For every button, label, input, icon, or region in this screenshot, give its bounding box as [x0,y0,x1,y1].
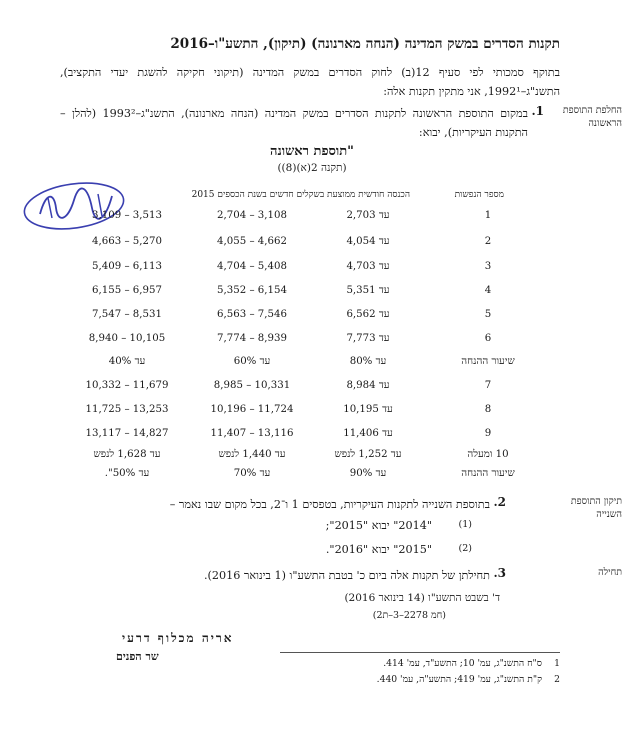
table-cell-bracket-3: 13,253 – 11,725 [85,404,169,415]
section-2-item-1-text: "2014" יבוא "2015"; [325,519,432,532]
table-cell-bracket-3: עד 40% [108,356,146,367]
table-cell-bracket-2: 6,154 – 5,352 [217,285,287,296]
table-cell-persons: שיעור ההנחה [461,468,515,479]
section-3-number: 3. [493,566,506,580]
table-cell-bracket-1: עד 1,252 לנפש [334,449,402,460]
file-reference: (חמ 2278–3–ת2) [372,610,446,621]
table-cell-bracket-2: 8,939 – 7,774 [217,333,287,344]
section-2-item-1-label: (1) [458,519,472,530]
section-2-text: בתוספת השנייה לתקנות העיקריות, בטפסים 1 ו־2, בכל מקום שבו נאמר – [169,498,490,511]
table-cell-bracket-2: 7,546 – 6,563 [217,309,287,320]
signatory-name: אריה מכלוף דרעי [122,631,234,645]
table-cell-bracket-2: 4,662 – 4,055 [217,236,287,247]
table-cell-persons: 2 [484,236,492,247]
schedule-title: "תוספת ראשונה [270,144,354,159]
signatory-role: שר הפנים [116,650,159,663]
table-cell-persons: 7 [484,380,492,391]
margin-note-section-2: תיקון התוספת השנייה [570,496,622,520]
table-cell-persons: 10 ומעלה [467,449,509,460]
table-cell-persons: שיעור ההנחה [461,356,515,367]
table-cell-persons: 9 [484,428,492,439]
table-cell-bracket-3: 10,105 – 8,940 [88,333,166,344]
footnote-2-mark: 2 [554,674,560,685]
section-1-number: 1. [531,104,544,118]
footnote-1-mark: 1 [554,658,560,669]
table-cell-bracket-2: 3,108 – 2,704 [217,210,287,221]
section-2-number: 2. [493,495,506,509]
table-cell-bracket-3: 3,513 – 3,109 [92,210,162,221]
table-cell-bracket-2: 11,724 – 10,196 [210,404,294,415]
handwritten-correction-stamp [18,178,130,234]
table-cell-bracket-3: 8,531 – 7,547 [92,309,162,320]
table-cell-bracket-2: 5,408 – 4,704 [217,261,287,272]
table-cell-bracket-3: עד 50%". [104,468,150,479]
table-cell-bracket-1: עד 6,562 [346,309,390,320]
section-2-item-2-text: "2015" יבוא "2016". [325,543,432,556]
section-3-text: תחילתן של תקנות אלה ביום כ' בטבת התשע"ו (1 בינואר 2016). [203,569,490,582]
table-cell-bracket-1: עד 2,703 [346,210,390,221]
table-cell-bracket-1: עד 8,984 [346,380,390,391]
table-cell-persons: 8 [484,404,492,415]
table-cell-bracket-3: 14,827 – 13,117 [85,428,169,439]
table-cell-persons: 6 [484,333,492,344]
footnote-1-text: ס"ח התשנ"ג, עמ' 10; התשע"ד, עמ' 414. [383,658,542,669]
footnote-separator [280,652,560,653]
table-cell-bracket-1: עד 90% [349,468,387,479]
table-cell-bracket-2: עד 70% [233,468,271,479]
section-1-text: במקום התוספת הראשונה לתקנות הסדרים במשק המדינה (הנחה מארנונה), התשנ"ג–1993² (להלן – התקנות העיקריות), יבוא: [60,107,529,139]
margin-note-section-3: תחילה [598,567,622,578]
table-cell-bracket-2: עד 1,440 לנפש [218,449,286,460]
column-header-income: הכנסה חודשית ממוצעת בשקלים חדשים בשנת הכספים 2015 [191,190,410,200]
table-cell-bracket-1: עד 10,195 [343,404,393,415]
table-cell-persons: 1 [484,210,492,221]
intro-paragraph: בתוקף סמכותי לפי סעיף 12(ב) לחוק הסדרים במשק המדינה (תיקוני חקיקה להשגת יעדי התקציב), התשנ"ג–1992¹, אני מתקין תקנות אלה: [60,66,560,98]
table-cell-persons: 5 [484,309,492,320]
signing-date: ד' בשבט התשע"ו (14 בינואר 2016) [344,592,500,604]
table-cell-bracket-1: עד 5,351 [346,285,390,296]
section-2-item-2-label: (2) [458,543,472,554]
table-cell-bracket-3: עד 1,628 לנפש [93,449,161,460]
table-cell-bracket-2: 13,116 – 11,407 [210,428,294,439]
table-cell-bracket-2: 10,331 – 8,985 [213,380,291,391]
column-header-persons: מספר הנפשות [454,190,504,200]
footnote-2-text: ק"ת התשנ"ג, עמ' 419; התשע"ה, עמ' 440. [376,674,542,685]
table-cell-persons: 4 [484,285,492,296]
table-cell-bracket-1: עד 11,406 [343,428,393,439]
table-cell-bracket-1: עד 7,773 [346,333,390,344]
table-cell-bracket-3: 5,270 – 4,663 [92,236,162,247]
table-cell-bracket-1: עד 80% [349,356,387,367]
table-cell-bracket-3: 6,957 – 6,155 [92,285,162,296]
table-cell-bracket-3: 6,113 – 5,409 [92,261,162,272]
table-cell-bracket-2: עד 60% [233,356,271,367]
document-title: תקנות הסדרים במשק המדינה (הנחה מארנונה) (תיקון), התשע"ו–2016 [170,36,560,52]
table-cell-persons: 3 [484,261,492,272]
table-cell-bracket-3: 11,679 – 10,332 [85,380,169,391]
margin-note-section-1: החלפת התוספת הראשונה [562,105,622,129]
table-cell-bracket-1: עד 4,054 [346,236,390,247]
table-cell-bracket-1: עד 4,703 [346,261,390,272]
schedule-subtitle: (תקנה 2(א)(8)) [277,162,347,174]
